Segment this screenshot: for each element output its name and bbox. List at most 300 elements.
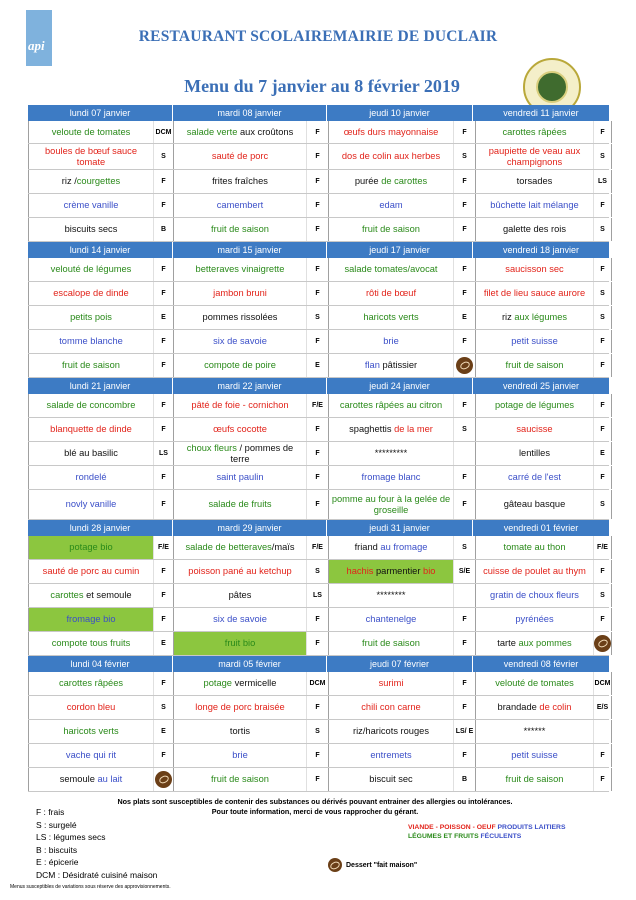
- dish-text-part: poisson pané au ketchup: [188, 566, 292, 576]
- dish-text-part: salade verte: [186, 126, 238, 137]
- dish-text-part: boules de bœuf sauce tomate: [45, 145, 137, 167]
- dish-text-part: friand: [354, 542, 381, 552]
- product-code: B: [153, 218, 173, 241]
- menu-cell: [328, 258, 475, 281]
- product-code: F: [593, 330, 612, 353]
- dish-name: [476, 744, 593, 767]
- legend-item: B : biscuits: [36, 844, 78, 855]
- day-header: jeudi 17 janvier: [326, 242, 472, 258]
- dish-name: [29, 608, 153, 631]
- product-code: F: [453, 490, 475, 519]
- course-row: [28, 218, 609, 242]
- product-code: S: [306, 560, 328, 583]
- menu-cell: [475, 768, 612, 791]
- product-code: F: [453, 258, 475, 281]
- dish-text-part: bûchette lait mélange: [490, 200, 579, 210]
- dish-text-part: dos de colin aux herbes: [341, 151, 441, 161]
- dish-name: [29, 536, 153, 559]
- dish-name: [329, 394, 453, 417]
- dish-name: [29, 490, 153, 519]
- dish-text-part: vache qui rit: [65, 750, 117, 760]
- dish-text-part: riz /: [61, 176, 77, 186]
- menu-cell: [28, 560, 173, 583]
- dish-text-part: haricots verts: [363, 312, 419, 322]
- dish-name: [329, 144, 453, 169]
- dessert-key-label: Dessert "fait maison": [346, 861, 418, 869]
- footnote: Menus susceptibles de variations sous réserve des approvisionnements.: [10, 884, 171, 890]
- dish-name: [29, 442, 153, 465]
- day-header: jeudi 24 janvier: [326, 378, 472, 394]
- course-row: [28, 560, 609, 584]
- dish-text-part: / pommes de terre: [230, 442, 294, 464]
- week-header: [28, 656, 609, 672]
- dish-text-part: chantenelge: [365, 614, 417, 624]
- dish-name: [329, 258, 453, 281]
- menu-cell: [28, 632, 173, 655]
- product-code: LS: [306, 584, 328, 607]
- product-code: F: [153, 394, 173, 417]
- codes-legend: [36, 806, 157, 881]
- dish-name: [329, 696, 453, 719]
- dish-name: [174, 536, 306, 559]
- legend-item: E : épicerie: [36, 857, 79, 867]
- dish-text-part: carottes râpées: [502, 126, 567, 137]
- product-code: E: [453, 306, 475, 329]
- day-header: jeudi 07 février: [326, 656, 472, 672]
- dish-name: [29, 720, 153, 743]
- dish-name: [29, 632, 153, 655]
- dish-name: [329, 218, 453, 241]
- dish-text-part: fruit de saison: [362, 224, 420, 234]
- dish-text-part: /maïs: [271, 542, 295, 552]
- menu-cell: [475, 608, 612, 631]
- menu-cell: [328, 330, 475, 353]
- dish-name: [476, 218, 593, 241]
- menu-cell: [328, 121, 475, 143]
- menu-cell: [328, 536, 475, 559]
- product-code: F: [306, 442, 328, 465]
- product-code: S/E: [453, 560, 475, 583]
- dish-name: [476, 584, 593, 607]
- dish-text-part: fruit de saison: [62, 360, 120, 370]
- dish-name: [29, 560, 153, 583]
- dish-name: [476, 560, 593, 583]
- dish-name: [476, 354, 593, 377]
- menu-cell: [475, 218, 612, 241]
- dish-text-part: tomme blanche: [59, 336, 123, 346]
- product-code: F: [153, 744, 173, 767]
- menu-cell: [173, 768, 328, 791]
- dish-name: [476, 306, 593, 329]
- menu-cell: [28, 442, 173, 465]
- menu-cell: [28, 258, 173, 281]
- dish-name: [329, 194, 453, 217]
- product-code: F: [593, 121, 612, 143]
- menu-cell: [328, 490, 475, 519]
- dish-name: [476, 632, 593, 655]
- allergy-notice: Nos plats sont susceptibles de contenir des substances ou dérivés pouvant entrainer des allergies ou intolérances. Pour toute information, merci de vous rapprocher du gérant.: [117, 797, 513, 816]
- dish-name: [174, 418, 306, 441]
- legend-item: LS : légumes secs: [36, 832, 106, 842]
- product-code: F/E: [306, 394, 328, 417]
- course-row: [28, 194, 609, 218]
- dish-text-part: de colin: [539, 702, 572, 712]
- dish-text-part: six de savoie: [213, 336, 267, 346]
- dish-name: [329, 536, 453, 559]
- dish-text-part: pâté de foie - cornichon: [191, 400, 289, 410]
- day-header: mardi 22 janvier: [172, 378, 326, 394]
- week-header: [28, 520, 609, 536]
- dish-text-part: brandade: [497, 702, 540, 712]
- product-code: F: [453, 282, 475, 305]
- product-code: F: [153, 354, 173, 377]
- product-code: [593, 632, 612, 655]
- menu-cell: [28, 720, 173, 743]
- dish-text-part: ******: [523, 726, 546, 736]
- dish-text-part: riz/haricots rouges: [353, 726, 429, 736]
- key-meat-fish-egg: VIANDE - POISSON - OEUF: [408, 824, 496, 831]
- dish-text-part: tomate au thon: [503, 542, 566, 552]
- dish-name: [174, 632, 306, 655]
- menu-cell: [173, 584, 328, 607]
- dish-text-part: gâteau basque: [503, 499, 566, 509]
- menu-cell: [28, 768, 173, 791]
- dish-text-part: aux pommes: [518, 638, 572, 648]
- day-header: vendredi 01 février: [472, 520, 609, 536]
- dish-name: [476, 394, 593, 417]
- product-code: F: [153, 560, 173, 583]
- dish-name: [29, 744, 153, 767]
- day-header: vendredi 11 janvier: [472, 105, 609, 121]
- dish-text-part: compote tous fruits: [51, 638, 131, 648]
- menu-cell: [28, 608, 173, 631]
- color-key: [408, 823, 566, 841]
- product-code: S: [593, 144, 612, 169]
- dish-text-part: crème vanille: [63, 200, 119, 210]
- dish-text-part: pyrénées: [515, 614, 554, 624]
- dish-text-part: pommes rissolées: [202, 312, 278, 322]
- dish-text-part: carottes râpées au citron: [339, 400, 443, 410]
- dish-text-part: semoule: [59, 774, 98, 784]
- product-code: F: [453, 608, 475, 631]
- menu-cell: [173, 144, 328, 169]
- dish-text-part: frites fraîches: [212, 176, 268, 186]
- dish-name: [174, 170, 306, 193]
- dish-text-part: ********: [376, 590, 406, 600]
- product-code: F: [306, 696, 328, 719]
- dish-name: [329, 442, 453, 465]
- menu-cell: [28, 170, 173, 193]
- product-code: F: [153, 194, 173, 217]
- dish-name: [476, 442, 593, 465]
- dish-name: [174, 560, 306, 583]
- dish-name: [476, 768, 593, 791]
- dish-name: [329, 584, 453, 607]
- dish-text-part: camembert: [216, 200, 264, 210]
- product-code: S: [453, 418, 475, 441]
- dish-name: [29, 282, 153, 305]
- dish-name: [476, 330, 593, 353]
- product-code: F: [306, 218, 328, 241]
- menu-cell: [328, 394, 475, 417]
- dish-name: [29, 418, 153, 441]
- dish-text-part: fruit de saison: [505, 774, 564, 784]
- dish-name: [329, 768, 453, 791]
- dish-name: [329, 466, 453, 489]
- menu-cell: [173, 194, 328, 217]
- dish-name: [329, 306, 453, 329]
- legend-item: F : frais: [36, 807, 65, 817]
- dish-name: [476, 490, 593, 519]
- product-code: F: [153, 608, 173, 631]
- key-veg-fruit: LÉGUMES ET FRUITS: [408, 833, 479, 840]
- product-code: F: [593, 608, 612, 631]
- page-title: RESTAURANT SCOLAIREMAIRIE DE DUCLAIR: [138, 28, 498, 45]
- menu-cell: [328, 144, 475, 169]
- dish-name: [29, 466, 153, 489]
- dish-name: [329, 330, 453, 353]
- product-code: LS/ E: [453, 720, 475, 743]
- dish-name: [329, 121, 453, 143]
- product-code: S: [306, 306, 328, 329]
- menu-cell: [173, 466, 328, 489]
- course-row: [28, 584, 609, 608]
- menu-cell: [28, 282, 173, 305]
- product-code: F: [453, 330, 475, 353]
- product-code: F/E: [153, 536, 173, 559]
- dish-text-part: fruit de saison: [362, 638, 420, 648]
- dish-name: [174, 490, 306, 519]
- product-code: [453, 584, 475, 607]
- dish-text-part: sauté de porc: [211, 151, 269, 161]
- key-starch: FÉCULENTS: [478, 833, 522, 840]
- course-row: [28, 258, 609, 282]
- product-code: F: [593, 466, 612, 489]
- day-header: vendredi 08 février: [472, 656, 609, 672]
- dish-text-part: novly vanille: [65, 499, 117, 509]
- product-code: DCM: [153, 121, 173, 143]
- dish-text-part: salade de betteraves: [185, 542, 272, 552]
- dish-name: [476, 144, 593, 169]
- dish-name: [174, 672, 306, 695]
- dish-name: [174, 608, 306, 631]
- menu-cell: [328, 696, 475, 719]
- dish-text-part: chili con carne: [361, 702, 421, 712]
- menu-cell: [173, 170, 328, 193]
- menu-cell: [475, 466, 612, 489]
- menu-cell: [475, 744, 612, 767]
- product-code: E: [593, 442, 612, 465]
- dish-name: [29, 144, 153, 169]
- dish-name: [29, 354, 153, 377]
- product-code: F: [153, 282, 173, 305]
- product-code: F: [453, 466, 475, 489]
- dish-text-part: saucisse: [516, 424, 553, 434]
- product-code: [453, 442, 475, 465]
- dish-name: [476, 466, 593, 489]
- dish-text-part: carottes: [50, 590, 84, 600]
- menu-cell: [475, 632, 612, 655]
- menu-cell: [328, 194, 475, 217]
- dish-text-part: veloute de tomates: [51, 126, 131, 137]
- product-code: F: [306, 170, 328, 193]
- dish-name: [476, 282, 593, 305]
- dish-text-part: saucisson sec: [505, 264, 564, 274]
- dish-text-part: et semoule: [83, 590, 132, 600]
- dish-name: [174, 442, 306, 465]
- menu-cell: [475, 144, 612, 169]
- dish-text-part: biscuit sec: [369, 774, 413, 784]
- menu-cell: [28, 121, 173, 143]
- product-code: S: [593, 218, 612, 241]
- menu-cell: [28, 354, 173, 377]
- product-code: LS: [593, 170, 612, 193]
- dish-text-part: compote de poire: [204, 360, 276, 370]
- menu-cell: [475, 584, 612, 607]
- menu-cell: [28, 744, 173, 767]
- dish-text-part: torsades: [516, 176, 553, 186]
- dish-text-part: bio: [423, 566, 436, 576]
- day-header: vendredi 18 janvier: [472, 242, 609, 258]
- product-code: DCM: [306, 672, 328, 695]
- menu-cell: [28, 584, 173, 607]
- product-code: B: [453, 768, 475, 791]
- dish-text-part: choux fleurs: [186, 442, 237, 453]
- dish-name: [329, 672, 453, 695]
- dish-name: [29, 170, 153, 193]
- course-row: [28, 490, 609, 520]
- product-code: S: [453, 144, 475, 169]
- product-code: F: [593, 768, 612, 791]
- dish-name: [174, 144, 306, 169]
- menu-cell: [173, 608, 328, 631]
- dish-text-part: jambon bruni: [213, 288, 267, 298]
- dish-text-part: cordon bleu: [66, 702, 116, 712]
- product-code: S: [453, 536, 475, 559]
- dish-text-part: biscuits secs: [64, 224, 118, 234]
- menu-cell: [475, 672, 612, 695]
- menu-cell: [28, 696, 173, 719]
- product-code: F: [153, 584, 173, 607]
- course-row: [28, 768, 609, 792]
- dish-name: [329, 490, 453, 519]
- menu-cell: [173, 720, 328, 743]
- menu-cell: [475, 720, 612, 743]
- dish-text-part: potage bio: [69, 542, 113, 552]
- day-header: mardi 15 janvier: [172, 242, 326, 258]
- menu-cell: [328, 466, 475, 489]
- dish-text-part: escalope de dinde: [53, 288, 129, 298]
- product-code: F: [306, 418, 328, 441]
- product-code: [453, 354, 475, 377]
- menu-cell: [173, 418, 328, 441]
- product-code: [593, 720, 612, 743]
- product-code: F: [453, 194, 475, 217]
- course-row: [28, 720, 609, 744]
- day-header: vendredi 25 janvier: [472, 378, 609, 394]
- product-code: F: [306, 632, 328, 655]
- dish-text-part: potage de légumes: [494, 400, 575, 410]
- dish-name: [329, 354, 453, 377]
- menu-cell: [475, 354, 612, 377]
- dish-text-part: entremets: [370, 750, 412, 760]
- dish-name: [29, 672, 153, 695]
- product-code: F: [153, 418, 173, 441]
- dish-name: [174, 194, 306, 217]
- dish-text-part: purée: [354, 176, 382, 186]
- menu-cell: [328, 720, 475, 743]
- dish-name: [174, 282, 306, 305]
- product-code: F: [593, 354, 612, 377]
- product-code: F: [306, 144, 328, 169]
- menu-cell: [173, 632, 328, 655]
- menu-cell: [173, 282, 328, 305]
- menu-cell: [28, 394, 173, 417]
- day-header: jeudi 10 janvier: [326, 105, 472, 121]
- dish-text-part: pâtissier: [379, 360, 418, 370]
- menu-cell: [28, 144, 173, 169]
- dish-name: [174, 306, 306, 329]
- dish-text-part: haricots verts: [63, 726, 119, 736]
- menu-cell: [475, 194, 612, 217]
- menu-cell: [173, 696, 328, 719]
- product-code: F: [153, 466, 173, 489]
- product-code: S: [593, 490, 612, 519]
- dish-text-part: œufs cocotte: [213, 424, 267, 434]
- menu-cell: [28, 330, 173, 353]
- course-row: [28, 536, 609, 560]
- menu-cell: [328, 282, 475, 305]
- menu-cell: [173, 306, 328, 329]
- dish-name: [476, 418, 593, 441]
- dish-text-part: salade de fruits: [208, 499, 272, 509]
- dish-text-part: petit suisse: [511, 750, 558, 760]
- dish-text-part: fruit de saison: [211, 774, 269, 784]
- menu-cell: [475, 696, 612, 719]
- menu-cell: [475, 394, 612, 417]
- dish-name: [29, 218, 153, 241]
- day-header: jeudi 31 janvier: [326, 520, 472, 536]
- dish-text-part: longe de porc braisée: [195, 702, 285, 712]
- dish-text-part: au fromage: [380, 542, 428, 552]
- dish-name: [29, 121, 153, 143]
- product-code: F/E: [306, 536, 328, 559]
- dish-text-part: parmentier: [373, 566, 424, 576]
- dish-name: [174, 354, 306, 377]
- legend-item: S : surgelé: [36, 819, 77, 830]
- menu-cell: [173, 560, 328, 583]
- dish-text-part: sauté de porc au cumin: [42, 566, 140, 576]
- course-row: [28, 466, 609, 490]
- menu-cell: [173, 218, 328, 241]
- menu-cell: [328, 354, 475, 377]
- day-header: lundi 07 janvier: [69, 108, 131, 118]
- product-code: E: [153, 306, 173, 329]
- product-code: F: [153, 330, 173, 353]
- product-code: F: [453, 744, 475, 767]
- dish-text-part: aux croûtons: [237, 126, 294, 137]
- dish-text-part: betteraves vinaigrette: [195, 264, 285, 274]
- product-code: F: [453, 632, 475, 655]
- dish-text-part: potage: [203, 678, 235, 688]
- menu-cell: [475, 170, 612, 193]
- course-row: [28, 696, 609, 720]
- product-code: F: [306, 282, 328, 305]
- product-code: E: [153, 632, 173, 655]
- product-code: S: [593, 306, 612, 329]
- product-code: F: [306, 466, 328, 489]
- dish-text-part: cuisse de poulet au thym: [483, 566, 586, 576]
